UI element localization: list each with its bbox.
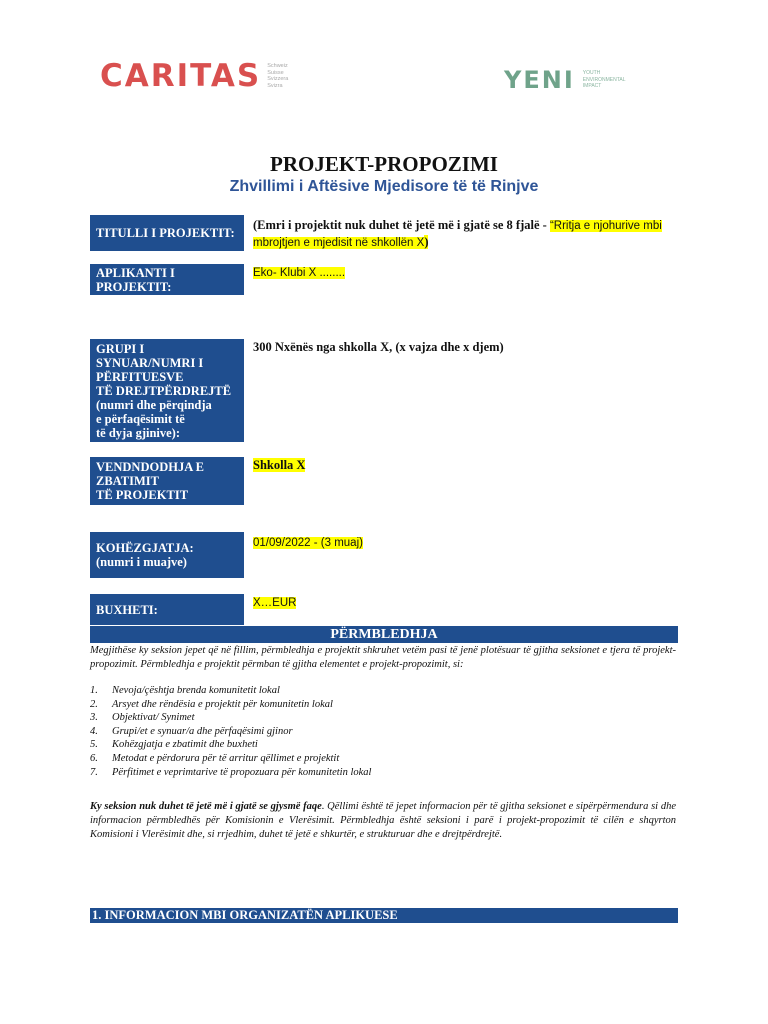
label-project-applicant: APLIKANTI I PROJEKTIT: bbox=[90, 264, 244, 295]
list-item: 2. Arsyet dhe rëndësia e projektit për komunitetin lokal bbox=[90, 698, 333, 710]
target-group-value: 300 Nxënës nga shkolla X, (x vajza dhe x djem) bbox=[253, 340, 504, 354]
section-1-heading: 1. INFORMACION MBI ORGANIZATËN APLIKUESE bbox=[90, 908, 678, 923]
location-value: Shkolla X bbox=[253, 458, 306, 472]
document-title: PROJEKT-PROPOZIMI bbox=[270, 152, 498, 176]
list-item: 1. Nevoja/çështja brenda komunitetit lokal bbox=[90, 685, 280, 696]
yeni-logo bbox=[504, 64, 626, 96]
budget-value: X…EUR bbox=[253, 597, 297, 609]
caritas-logo-word: CARITAS bbox=[100, 57, 262, 94]
label-location: VENDNDODHJA E ZBATIMIT TË PROJEKTIT bbox=[90, 457, 244, 505]
yeni-logo-sub: YOUTH ENVIRONMENTAL IMPACT bbox=[582, 70, 626, 90]
summary-note-bold: Ky seksion nuk duhet të jetë më i gjatë se gjysmë faqe bbox=[90, 801, 322, 812]
label-target-group: GRUPI I SYNUAR/NUMRI I PËRFITUESVE TË DREJTPËRDREJTË (numri dhe përqindja e përfaqësimit të të dyja gjinive): bbox=[90, 339, 244, 442]
yeni-logo-word: YENI bbox=[504, 66, 575, 94]
summary-note-rest: . Qëllimi është të jepet informacion për të gjitha seksionet e sipërpërmendura si dhe informacion përmbledhës për Komisionin e Vlerësimit. Përmbledhja është seksioni i parë i projekt-propozimit të cilën e shqyrton Komisioni i Vlerësimit dhe, si rrjedhim, duhet të jetë e shkurtër, e strukturuar dhe e drejtpërdrejtë. bbox=[90, 801, 676, 840]
list-item: 4. Grupi/et e synuar/a dhe përfaqësimi gjinor bbox=[90, 725, 293, 737]
label-project-title: TITULLI I PROJEKTIT: bbox=[90, 215, 244, 251]
list-item: 3. Objektivat/ Synimet bbox=[90, 712, 195, 724]
summary-note bbox=[90, 800, 676, 842]
caritas-logo bbox=[100, 56, 288, 96]
label-budget: BUXHETI: bbox=[90, 594, 244, 625]
project-applicant-value: Eko- Klubi X ........ bbox=[253, 267, 346, 279]
document-subtitle: Zhvillimi i Aftësive Mjedisore të të Rinjve bbox=[229, 178, 539, 195]
summary-list bbox=[90, 684, 371, 779]
list-item: 7. Përfitimet e veprimtarive të propozuara për komunitetin lokal bbox=[90, 766, 372, 778]
duration-value: 01/09/2022 - (3 muaj) bbox=[253, 537, 363, 549]
caritas-logo-sub: Schweiz Suisse Svizzera Svizra bbox=[267, 63, 289, 89]
list-item: 5. Kohëzgjatja e zbatimit dhe buxheti bbox=[90, 739, 258, 751]
summary-heading: PËRMBLEDHJA bbox=[90, 626, 678, 643]
list-item: 6. Metodat e përdorura për të arritur qëllimet e projektit bbox=[90, 752, 340, 764]
project-title-value: (Emri i projektit nuk duhet të jetë më i gjatë se 8 fjalë - “Rritja e njohurive mbi mbrojtjen e mjedisit në shkollën X) bbox=[253, 218, 662, 249]
label-duration: KOHËZGJATJA: (numri i muajve) bbox=[90, 532, 244, 578]
summary-intro: Megjithëse ky seksion jepet që në fillim, përmbledhja e projektit shkruhet vetëm pasi të jenë plotësuar të gjitha seksionet e tjera të projekt-propozimit. Përmbledhja e projektit përmban të gjitha elementet e projekt-propozimit, si: bbox=[90, 645, 676, 670]
